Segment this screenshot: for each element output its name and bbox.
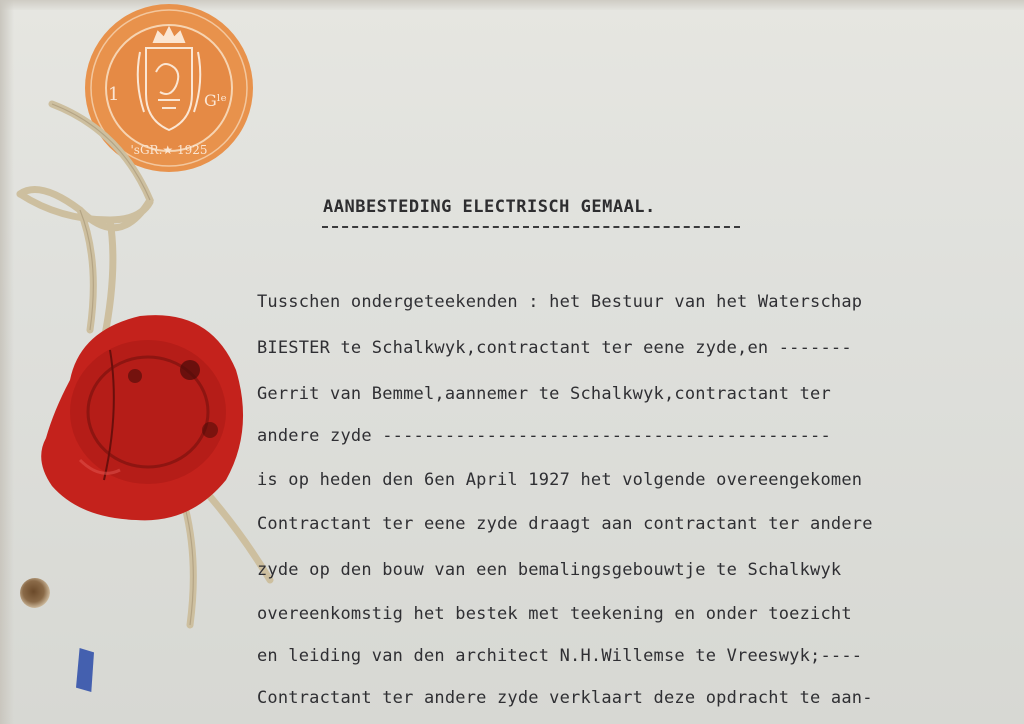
stamp-bottom-text: 'sGR.★ 1925 [130, 143, 208, 157]
text-line-10: Contractant ter andere zyde verklaart deze opdracht te aan- [257, 688, 873, 708]
document-title: AANBESTEDING ELECTRISCH GEMAAL. [323, 197, 656, 217]
text-line-3: Gerrit van Bemmel,aannemer te Schalkwyk,contractant ter [257, 384, 831, 404]
text-line-9: en leiding van den architect N.H.Willemse te Vreeswyk;---- [257, 646, 863, 666]
text-line-7: zyde op den bouw van een bemalingsgebouwtje te Schalkwyk [257, 560, 842, 580]
punch-hole [20, 578, 50, 608]
text-line-4: andere zyde ------------------------------------------- [257, 426, 831, 446]
ink-mark [76, 648, 94, 692]
stamp-value-right: Gˡᵉ [204, 91, 227, 110]
text-line-5: is op heden den 6en April 1927 het volgende overeengekomen [257, 470, 863, 490]
text-line-6: Contractant ter eene zyde draagt aan contractant ter andere [257, 514, 873, 534]
text-line-2: BIESTER te Schalkwyk,contractant ter eene zyde,en ------- [257, 338, 852, 358]
text-line-8: overeenkomstig het bestek met teekening en onder toezicht [257, 604, 852, 624]
wax-seal [40, 310, 250, 535]
title-underline [322, 226, 740, 228]
text-line-1: Tusschen ondergeteekenden : het Bestuur van het Waterschap [257, 292, 863, 312]
stamp-value-left: 1 [108, 84, 120, 105]
